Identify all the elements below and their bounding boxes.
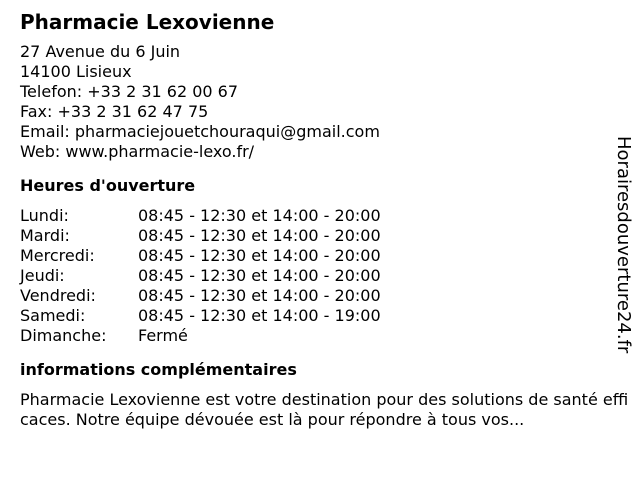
pharmacy-name: Pharmacie Lexovienne	[20, 10, 275, 34]
day-label: Dimanche:	[20, 326, 107, 345]
day-label: Jeudi:	[20, 266, 65, 285]
hours-row-wednesday	[20, 246, 620, 266]
hours-row-thursday	[20, 266, 620, 286]
info-heading: informations complémentaires	[20, 360, 297, 379]
day-label: Lundi:	[20, 206, 69, 225]
day-label: Samedi:	[20, 306, 86, 325]
time-value: 08:45 - 12:30 et 14:00 - 20:00	[138, 246, 381, 265]
address-street: 27 Avenue du 6 Juin	[20, 42, 181, 61]
phone-line[interactable]: Telefon: +33 2 31 62 00 67	[20, 82, 239, 101]
email-line[interactable]: Email: pharmaciejouetchouraqui@gmail.com	[20, 122, 380, 141]
day-label: Vendredi:	[20, 286, 96, 305]
hours-row-sunday	[20, 326, 620, 346]
time-value: 08:45 - 12:30 et 14:00 - 20:00	[138, 266, 381, 285]
time-value: Fermé	[138, 326, 188, 345]
time-value: 08:45 - 12:30 et 14:00 - 20:00	[138, 226, 381, 245]
hours-row-tuesday	[20, 226, 620, 246]
hours-row-monday	[20, 206, 620, 226]
info-description: Pharmacie Lexovienne est votre destination pour des solutions de santé efficaces. Notre équipe dévouée est là pour répondre à tous vos...	[20, 390, 629, 429]
hours-row-saturday	[20, 306, 620, 326]
time-value: 08:45 - 12:30 et 14:00 - 19:00	[138, 306, 381, 325]
time-value: 08:45 - 12:30 et 14:00 - 20:00	[138, 286, 381, 305]
hours-row-friday	[20, 286, 620, 306]
web-line[interactable]: Web: www.pharmacie-lexo.fr/	[20, 142, 255, 161]
hours-table	[20, 206, 620, 346]
time-value: 08:45 - 12:30 et 14:00 - 20:00	[138, 206, 381, 225]
site-watermark: Horairesdouverture24.fr	[613, 136, 634, 354]
address-city: 14100 Lisieux	[20, 62, 132, 81]
day-label: Mercredi:	[20, 246, 95, 265]
day-label: Mardi:	[20, 226, 70, 245]
hours-heading: Heures d'ouverture	[20, 176, 196, 195]
fax-line: Fax: +33 2 31 62 47 75	[20, 102, 209, 121]
